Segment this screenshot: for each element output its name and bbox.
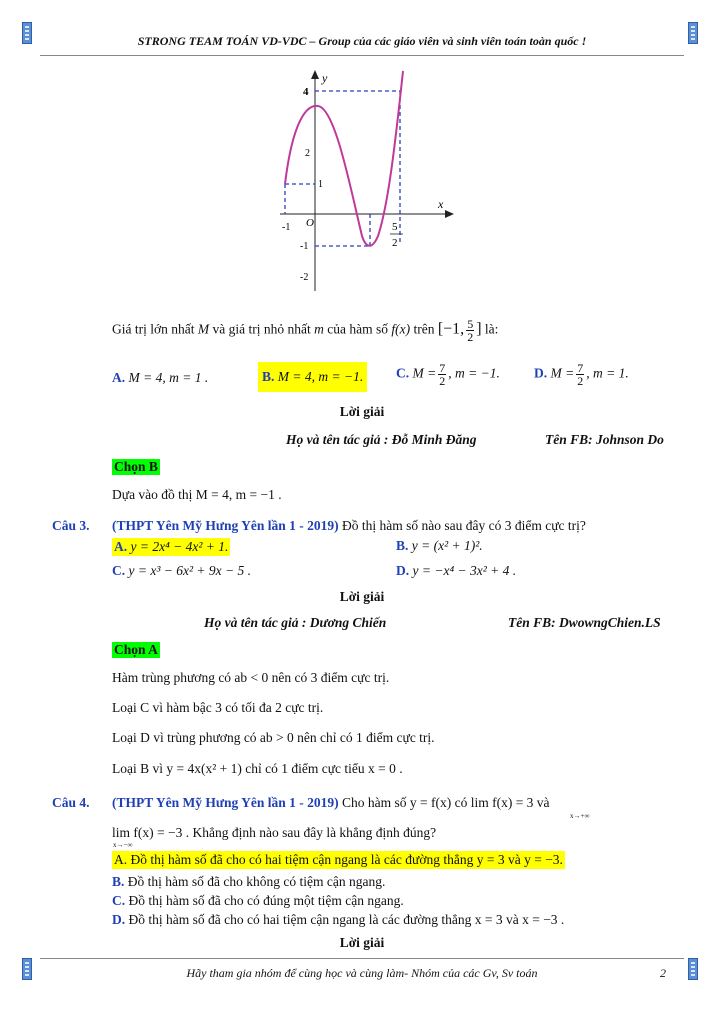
q2-stem: Giá trị lớn nhất M và giá trị nhỏ nhất m của hàm số f(x) trên [−1, $\frac{5}{2}$ ] là:: [112, 317, 499, 344]
x-axis-label: x: [438, 197, 444, 211]
y-tick-1: 1: [318, 179, 323, 190]
q4-number: Câu 4.: [52, 795, 90, 810]
y-tick-2: 2: [305, 148, 310, 159]
q4-option-b: B. Đồ thị hàm số đã cho không có tiệm cận ngang.: [112, 874, 386, 889]
origin-label: O: [306, 217, 314, 229]
q3-explain-4: Loại B vì y = 4x(x² + 1) chỉ có 1 điểm cực tiểu x = 0 .: [112, 761, 403, 776]
q3-explain-2: Loại C vì hàm bậc 3 có tối đa 2 cực trị.: [112, 700, 324, 715]
q2-author: Họ và tên tác giả : Đỗ Minh Đăng: [286, 432, 477, 447]
q3-option-c: C. y = x³ − 6x² + 9x − 5 .: [112, 563, 252, 578]
q4-option-a: A. Đồ thị hàm số đã cho có hai tiệm cận ngang là các đường thẳng y = 3 và y = −3.: [114, 852, 563, 867]
q2-option-d: D. M = $\frac{7}{2}$ , m = 1.: [534, 361, 629, 388]
footer-divider: [40, 958, 684, 959]
q4-option-c: C. Đồ thị hàm số đã cho có đúng một tiệm cận ngang.: [112, 893, 404, 908]
q4-solution-title: Lời giải: [339, 935, 385, 950]
x-tick-5: 5: [392, 221, 398, 233]
q2-fb: Tên FB: Johnson Do: [545, 432, 664, 447]
q3-number: Câu 3.: [52, 518, 90, 533]
page-header: STRONG TEAM TOÁN VD-VDC – Group của các giáo viên và sinh viên toán toàn quốc !: [137, 34, 587, 48]
x-tick-2: 2: [392, 237, 398, 249]
q2-solution-title: Lời giải: [339, 404, 385, 419]
q3-stem: (THPT Yên Mỹ Hưng Yên lần 1 - 2019) Đồ thị hàm số nào sau đây có 3 điểm cực trị?: [112, 518, 586, 533]
x-axis-arrow-icon: [445, 210, 454, 218]
page-number: 2: [660, 966, 666, 980]
q2-option-b: B. M = 4, m = −1.: [258, 362, 367, 392]
q2-option-a: A. M = 4, m = 1 .: [112, 370, 209, 385]
q2-choice-badge: Chọn B: [114, 459, 158, 474]
y-tick-neg1: -1: [300, 241, 309, 252]
q3-option-d: D. y = −x⁴ − 3x² + 4 .: [396, 563, 517, 578]
y-axis-label: y: [322, 71, 328, 85]
q4-lim-sub-minus: x→−∞: [113, 841, 133, 849]
q4-stem-line1: (THPT Yên Mỹ Hưng Yên lần 1 - 2019) Cho hàm số y = f(x) có lim f(x) = 3 và: [112, 795, 550, 810]
function-graph: [270, 66, 460, 296]
header-divider: [40, 55, 684, 56]
y-tick-4: 4: [303, 86, 309, 98]
y-tick-neg2: -2: [300, 272, 309, 283]
q2-option-c: C. M = $\frac{7}{2}$ , m = −1.: [396, 361, 500, 388]
q3-choice-badge: Chọn A: [114, 642, 158, 657]
q3-explain-1: Hàm trùng phương có ab < 0 nên có 3 điểm cực trị.: [112, 670, 390, 685]
q4-stem-line2: lim f(x) = −3 . Khẳng định nào sau đây là khẳng định đúng?: [112, 825, 437, 840]
interval-fraction: $\frac{5}{2}$: [467, 317, 474, 344]
x-tick-neg1: -1: [282, 222, 291, 233]
q3-option-b: B. y = (x² + 1)².: [396, 538, 483, 553]
q3-fb: Tên FB: DwowngChien.LS: [508, 615, 661, 630]
q3-solution-title: Lời giải: [339, 589, 385, 604]
q3-explain-3: Loại D vì trùng phương có ab > 0 nên chỉ có 1 điểm cực trị.: [112, 730, 435, 745]
q4-option-d: D. Đồ thị hàm số đã cho có hai tiệm cận ngang là các đường thẳng x = 3 và x = −3 .: [112, 912, 565, 927]
q3-author: Họ và tên tác giả : Dương Chiến: [204, 615, 387, 630]
q3-option-a: A. y = 2x⁴ − 4x² + 1.: [114, 539, 229, 554]
y-axis-arrow-icon: [311, 70, 319, 79]
q2-explanation: Dựa vào đồ thị M = 4, m = −1 .: [112, 487, 282, 502]
page-footer: Hãy tham gia nhóm để cùng học và cùng làm- Nhóm của các Gv, Sv toán: [186, 966, 538, 980]
q4-lim-sub-plus: x→+∞: [570, 812, 590, 820]
